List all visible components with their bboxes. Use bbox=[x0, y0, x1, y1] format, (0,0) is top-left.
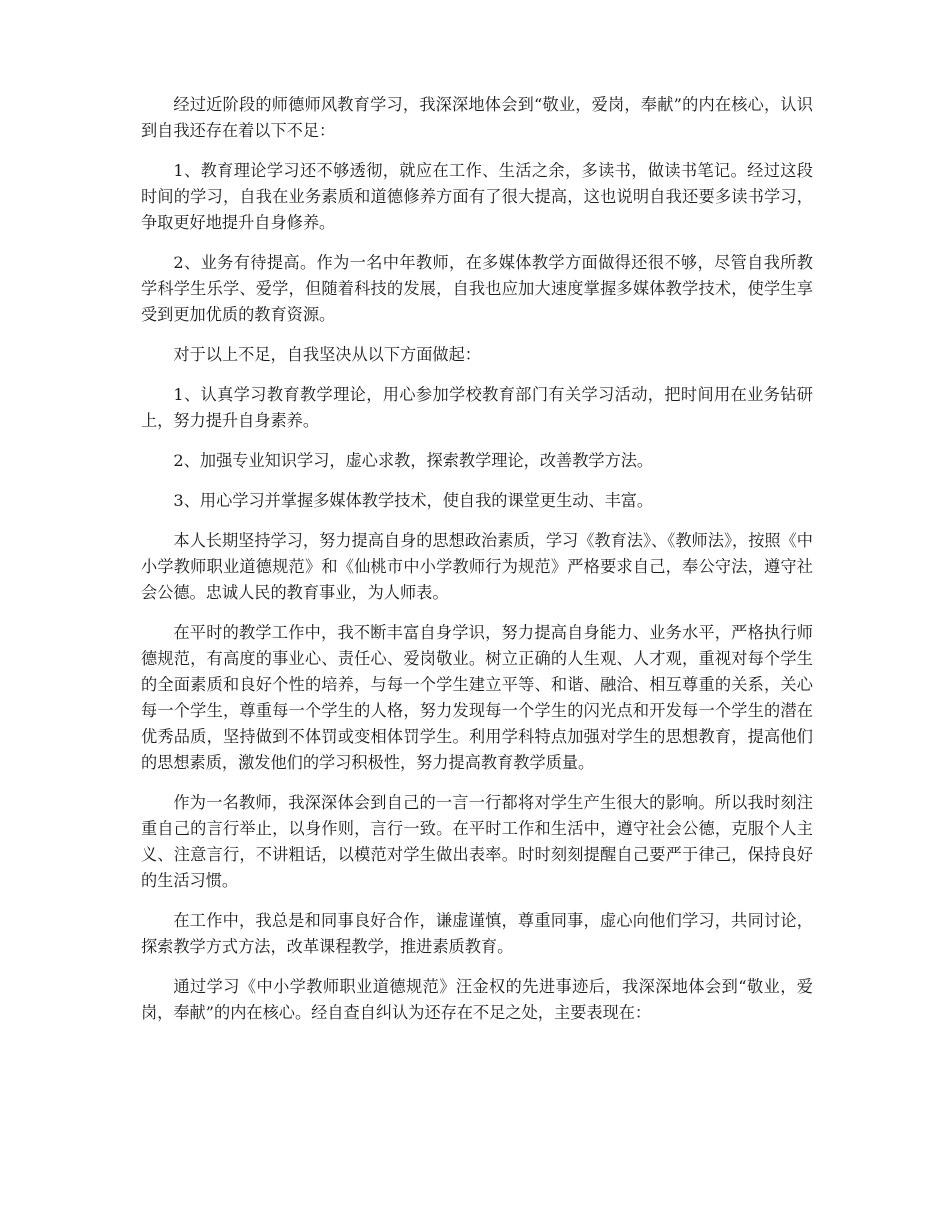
paragraph-remedy-2: 2、加强专业知识学习，虚心求教，探索教学理论，改善教学方法。 bbox=[173, 451, 654, 470]
paragraph-shortcoming-1: 1、教育理论学习还不够透彻，就应在工作、生活之余，多读书，做读书笔记。经过这段时间的学习，自我在业务素质和道德修养方面有了很大提高，这也说明自我还要多读书学习，争取更好地提升自身修养。 bbox=[141, 161, 813, 232]
paragraph-shortcoming-2: 2、业务有待提高。作为一名中年教师，在多媒体教学方面做得还很不够，尽管自我所教学科学生乐学、爱学，但随着科技的发展，自我也应加大速度掌握多媒体教学技术，使学生享受到更加优质的教育资源。 bbox=[141, 253, 813, 324]
paragraph-cooperation: 在工作中，我总是和同事良好合作，谦虚谨慎，尊重同事，虚心向他们学习，共同讨论，探索教学方式方法，改革课程教学，推进素质教育。 bbox=[141, 911, 813, 956]
paragraph-remedy-1: 1、认真学习教育教学理论，用心参加学校教育部门有关学习活动，把时间用在业务钻研上，努力提升自身素养。 bbox=[141, 385, 813, 430]
document-body bbox=[141, 92, 813, 1040]
paragraph-conclusion: 通过学习《中小学教师职业道德规范》汪金权的先进事迹后，我深深地体会到“敬业，爱岗，奉献”的内在核心。经自查自纠认为还存在不足之处，主要表现在： bbox=[141, 977, 813, 1022]
paragraph-study: 本人长期坚持学习，努力提高自身的思想政治素质，学习《教育法》、《教师法》，按照《中小学教师职业道德规范》和《仙桃市中小学教师行为规范》严格要求自己，奉公守法，遵守社会公德。忠诚人民的教育事业，为人师表。 bbox=[141, 531, 813, 602]
paragraph-remedy-3: 3、用心学习并掌握多媒体教学技术，使自我的课堂更生动、丰富。 bbox=[173, 491, 654, 510]
paragraph-teaching: 在平时的教学工作中，我不断丰富自身学识，努力提高自身能力、业务水平，严格执行师德规范，有高度的事业心、责任心、爱岗敬业。树立正确的人生观、人才观，重视对每个学生的全面素质和良好个性的培养，与每一个学生建立平等、和谐、融洽、相互尊重的关系，关心每一个学生，尊重每一个学生的人格，努力发现每一个学生的闪光点和开发每一个学生的潜在优秀品质，坚持做到不体罚或变相体罚学生。利用学科特点加强对学生的思想教育，提高他们的思想素质，激发他们的学习积极性，努力提高教育教学质量。 bbox=[141, 623, 813, 772]
paragraph-intro: 经过近阶段的师德师风教育学习，我深深地体会到“敬业，爱岗，奉献”的内在核心，认识到自我还存在着以下不足： bbox=[141, 95, 813, 140]
paragraph-remedy-intro: 对于以上不足，自我坚决从以下方面做起： bbox=[173, 345, 481, 364]
paragraph-conduct: 作为一名教师，我深深体会到自己的一言一行都将对学生产生很大的影响。所以我时刻注重自己的言行举止，以身作则，言行一致。在平时工作和生活中，遵守社会公德，克服个人主义、注意言行，不讲粗话，以模范对学生做出表率。时时刻刻提醒自己要严于律己，保持良好的生活习惯。 bbox=[141, 793, 813, 890]
